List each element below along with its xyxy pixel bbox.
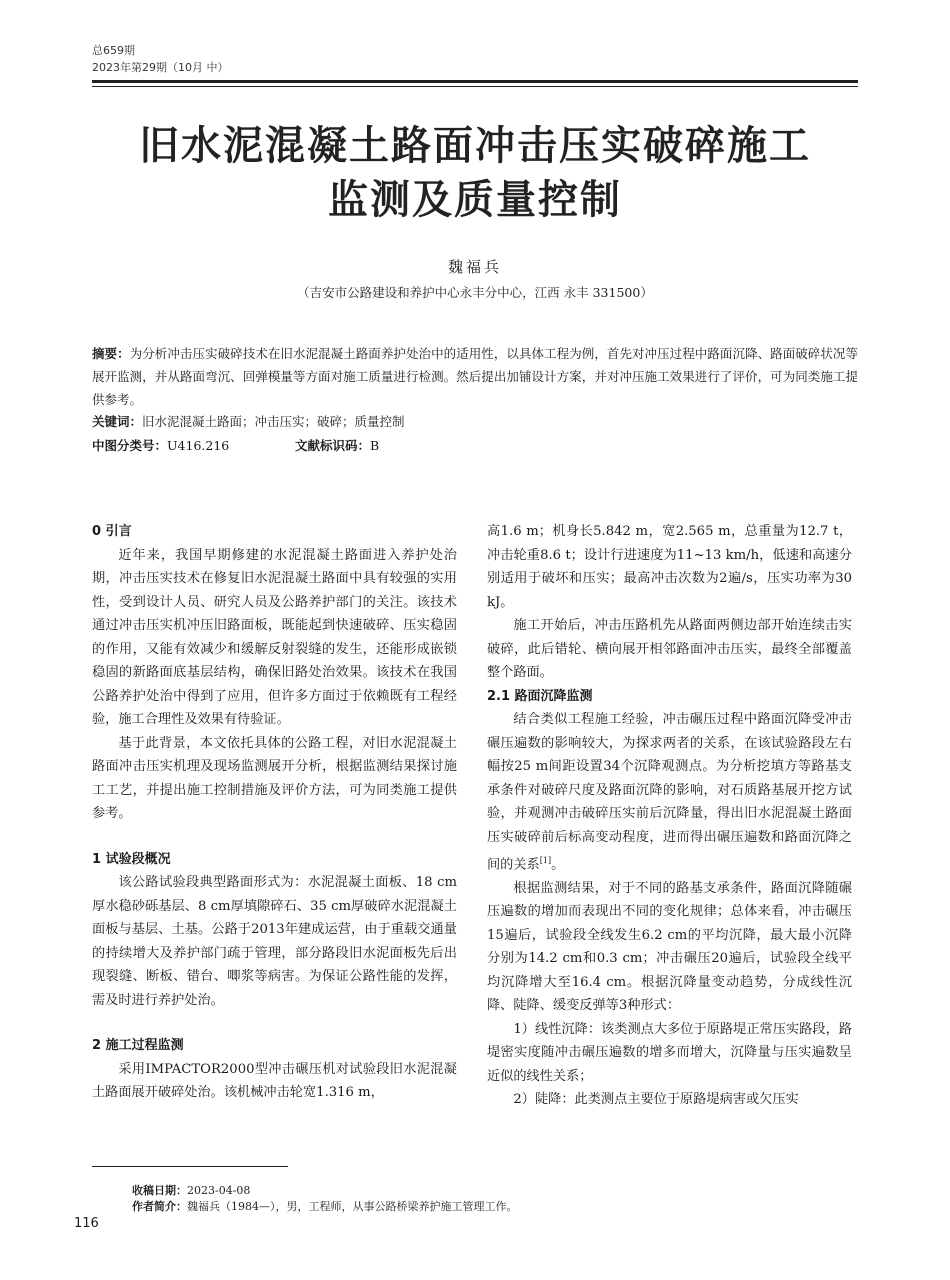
page-number: 116 [74,1216,99,1231]
abstract-label: 摘要： [92,346,130,361]
header-rule-thin [92,86,858,87]
citation-ref: [1] [539,856,552,865]
paragraph: 近年来，我国早期修建的水泥混凝土路面进入养护处治期，冲击压实技术在修复旧水泥混凝土路面中具有较强的实用性，受到设计人员、研究人员及公路养护部门的关注。该技术通过冲击压实机冲压旧路面板，既能起到快速破碎、压实稳固的作用，又能有效减少和缓解反射裂缝的发生，还能形成嵌锁稳固的新路面底基层结构，确保旧路处治效果。该技术在我国公路养护处治中得到了应用，但许多方面过于依赖既有工程经验，施工合理性及效果有待验证。 [92,547,457,727]
doc-code-value: B [370,438,380,453]
paragraph: 该公路试验段典型路面形式为：水泥混凝土面板、18 cm厚水稳砂砾基层、8 cm厚填隙碎石、35 cm厚破碎水泥混凝土面板与基层、土基。公路于2013年建成运营，由于重载交通量的持续增大及养护部门疏于管理，部分路段旧水泥面板先后出现裂缝、断板、错台、唧浆等病害。为保证公路性能的发挥，需及时进行养护处治。 [92,875,457,1008]
bio-label: 作者简介： [132,1200,187,1213]
paragraph: 采用IMPACTOR2000型冲击碾压机对试验段旧水泥混凝土路面展开破碎处治。该机械冲击轮宽1.316 m， [92,1061,457,1100]
doc-code-label: 文献标识码： [295,438,371,453]
section-0-heading: 0 引言 [92,524,132,539]
paragraph: 施工开始后，冲击压路机先从路面两侧边部开始连续击实破碎，此后错轮、横向展开相邻路面冲击压实，最终全部覆盖整个路面。 [487,618,852,680]
abstract-text: 为分析冲击压实破碎技术在旧水泥混凝土路面养护处治中的适用性，以具体工程为例，首先对冲压过程中路面沉降、路面破碎状况等展开监测，并从路面弯沉、回弹模量等方面对施工质量进行检测。然后提出加铺设计方案，并对冲压施工效果进行了评价，可为同类施工提供参考。 [92,346,858,407]
paragraph-text: 结合类似工程施工经验，冲击碾压过程中路面沉降受冲击碾压遍数的影响较大，为探求两者的关系，在该试验路段左右幅按25 m间距设置34个沉降观测点。为分析挖填方等路基支承条件对破碎尺度及路面沉降的影响，对石质路基展开挖方试验，并观测冲击破碎压实前后沉降量，得出旧水泥混凝土路面压实破碎前后标高变动程度，进而得出碾压遍数和路面沉降之间的关系 [487,712,852,873]
received-value: 2023-04-08 [187,1184,251,1197]
author-affiliation: （吉安市公路建设和养护中心永丰分中心，江西 永丰 331500） [297,285,653,300]
received-label: 收稿日期： [132,1184,187,1197]
author-bio [132,1198,518,1214]
section-2-heading: 2 施工过程监测 [92,1038,184,1053]
bio-value: 魏福兵（1984—），男，工程师，从事公路桥梁养护施工管理工作。 [187,1200,518,1213]
paragraph: 1）线性沉降：该类测点大多位于原路堤正常压实路段，路堤密实度随冲击碾压遍数的增多而增大，沉降量与压实遍数呈近似的线性关系； [487,1021,852,1084]
clc-label: 中图分类号： [92,438,168,453]
right-column [487,520,852,1112]
keywords-label: 关键词： [92,414,143,429]
left-column [92,520,457,1105]
paragraph: 基于此背景，本文依托具体的公路工程，对旧水泥混凝土路面冲击压实机理及现场监测展开分析，根据监测结果探讨施工工艺，并提出施工控制措施及评价方法，可为同类施工提供参考。 [92,735,457,821]
author-name: 魏福兵 [447,258,502,276]
keywords [92,410,858,433]
section-1-heading: 1 试验段概况 [92,851,171,867]
issue-total: 总659期 [92,44,135,57]
paragraph [487,708,852,877]
clc-value: U416.216 [167,438,230,453]
paragraph: 2）陡降：此类测点主要位于原路堤病害或欠压实 [513,1092,799,1108]
received-date [132,1182,250,1198]
footnote-rule [92,1166,288,1167]
keywords-text: 旧水泥混凝土路面；冲击压实；破碎；质量控制 [142,414,405,429]
section-2-1-heading: 2.1 路面沉降监测 [487,688,593,704]
classification [92,434,858,457]
abstract [92,342,858,411]
paragraph: 高1.6 m；机身长5.842 m，宽2.565 m，总重量为12.7 t，冲击轮重8.6 t；设计行进速度为11~13 km/h，低速和高速分别适用于破坏和压实；最高冲击次数为2遍/s，压实功率为30 kJ。 [487,524,852,610]
title-line-2: 监测及质量控制 [328,177,622,223]
title-line-1: 旧水泥混凝土路面冲击压实破碎施工 [139,123,811,169]
paragraph-end: 。 [551,857,565,873]
issue-date: 2023年第29期（10月 中） [92,61,229,74]
header-rule [92,80,858,83]
paragraph: 根据监测结果，对于不同的路基支承条件，路面沉降随碾压遍数的增加而表现出不同的变化规律；总体来看，冲击碾压15遍后，试验段全线发生6.2 cm的平均沉降，最大最小沉降分别为14.2 cm和0.3 cm；冲击碾压20遍后，试验段全线平均沉降增大至16.4 cm。根据沉降量变动趋势，分成线性沉降、陡降、缓变反弹等3种形式： [487,880,852,1014]
